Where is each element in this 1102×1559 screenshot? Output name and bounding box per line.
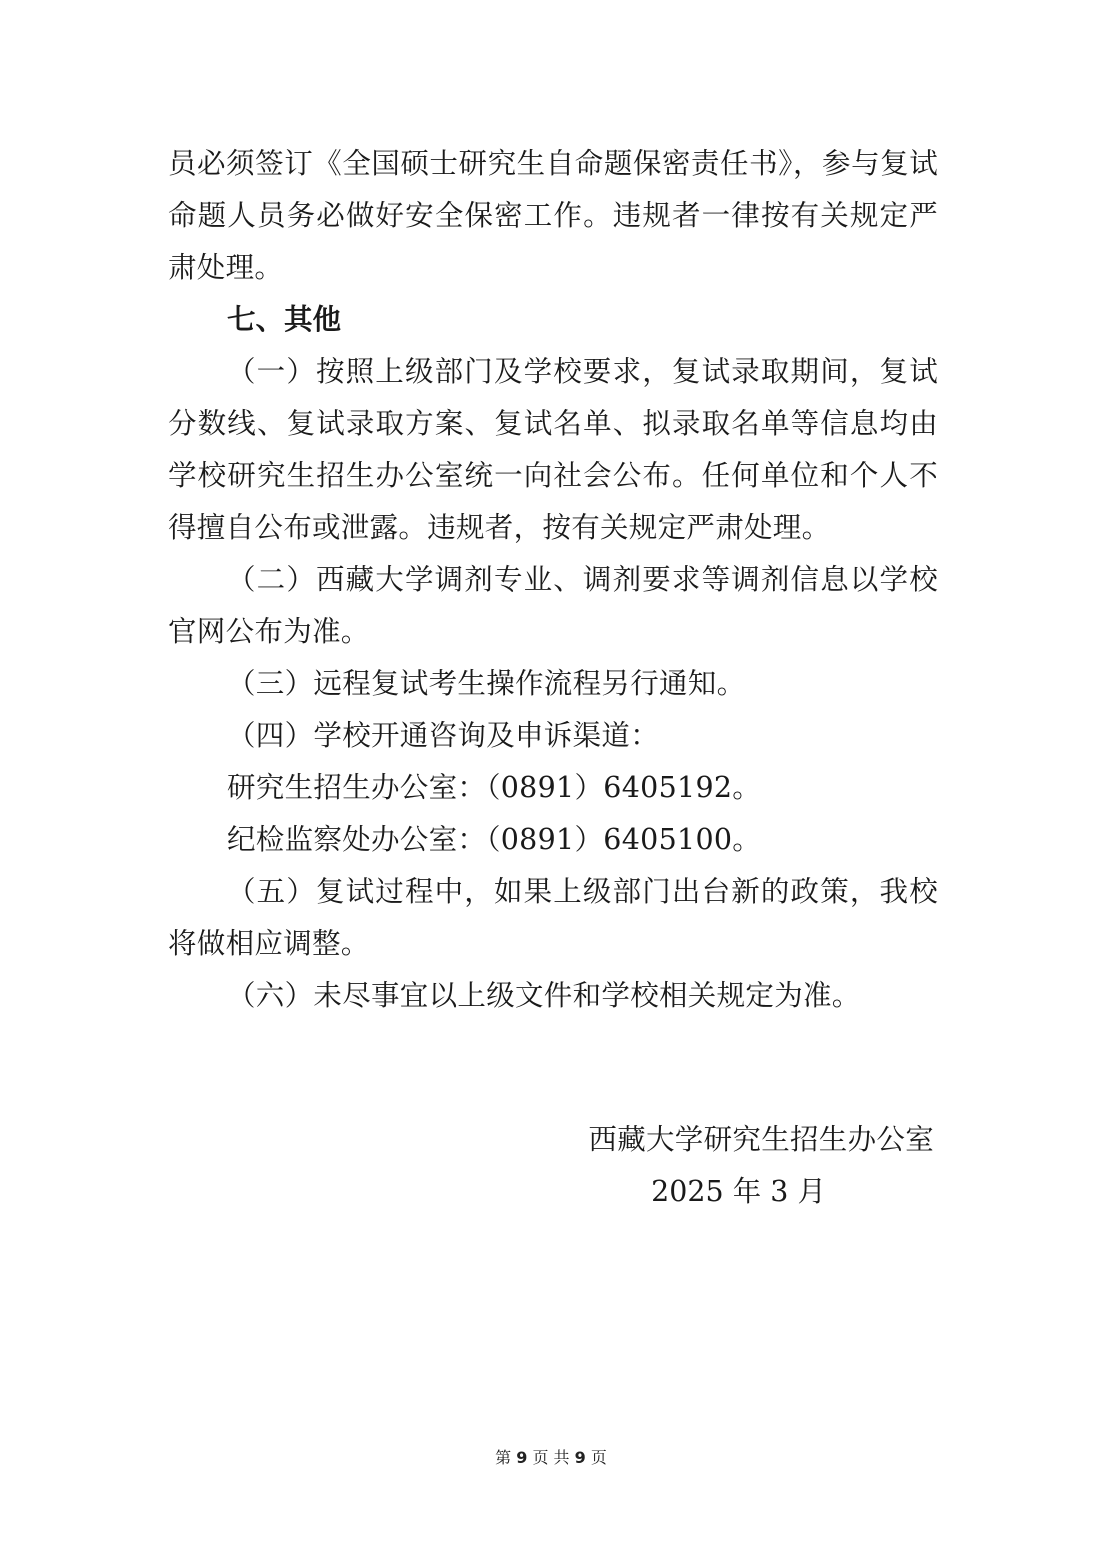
footer-total-pages: 9 (574, 1448, 586, 1467)
page-footer (0, 1446, 1102, 1470)
footer-prefix: 第 (495, 1448, 512, 1467)
paragraph-item-3: （三）远程复试考生操作流程另行通知。 (227, 667, 746, 700)
footer-suffix: 页 (590, 1448, 607, 1467)
paragraph-item-4: （四）学校开通咨询及申诉渠道： (227, 719, 660, 752)
body-text (168, 138, 938, 1022)
paragraph-item-2: （二）西藏大学调剂专业、调剂要求等调剂信息以学校官网公布为准。 (168, 563, 938, 648)
paragraph-continued: 员必须签订《全国硕士研究生自命题保密责任书》，参与复试命题人员务必做好安全保密工作。违规者一律按有关规定严肃处理。 (168, 147, 938, 284)
contact-admissions-office: 研究生招生办公室：（0891）6405192。 (227, 771, 762, 804)
paragraph-item-1: （一）按照上级部门及学校要求，复试录取期间，复试分数线、复试录取方案、复试名单、拟录取名单等信息均由学校研究生招生办公室统一向社会公布。任何单位和个人不得擅自公布或泄露。违规者，按有关规定严肃处理。 (168, 355, 938, 544)
footer-middle: 页 共 (532, 1448, 570, 1467)
signature-organization: 西藏大学研究生招生办公室 (588, 1123, 934, 1156)
contact-discipline-office: 纪检监察处办公室：（0891）6405100。 (227, 823, 762, 856)
paragraph-item-6: （六）未尽事宜以上级文件和学校相关规定为准。 (227, 979, 861, 1012)
section-heading-other: 七、其他 (227, 303, 342, 336)
footer-current-page: 9 (516, 1448, 528, 1467)
signature-date: 2025 年 3 月 (651, 1175, 826, 1208)
signature-block (588, 1114, 934, 1218)
paragraph-item-5: （五）复试过程中，如果上级部门出台新的政策，我校将做相应调整。 (168, 875, 938, 960)
